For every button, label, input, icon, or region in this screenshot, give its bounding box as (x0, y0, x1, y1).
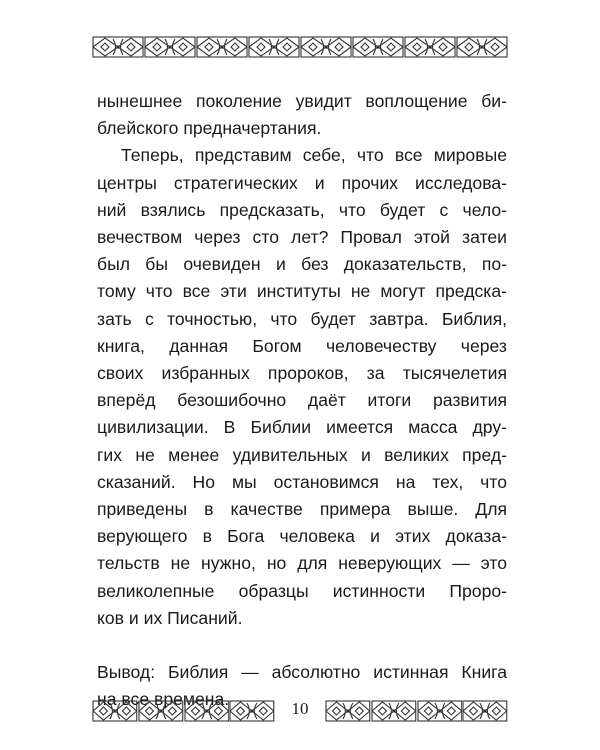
lattice-ornament-icon (184, 698, 230, 724)
lattice-ornament-icon (352, 34, 404, 60)
text-line: цивилизации. В Библии имеется масса дру- (97, 417, 507, 438)
text-line: книга, данная Богом человечеству через (97, 335, 507, 356)
lattice-ornament-icon (229, 698, 275, 724)
text-line: своих избранных пророков, за тысячелетия (97, 363, 507, 384)
text-line: гих не менее удивительных и великих пред- (97, 444, 507, 465)
text-line: тельств не нужно, но для неверующих — это (97, 553, 507, 574)
lattice-ornament-icon (92, 34, 144, 60)
text-line: был бы очевиден и без доказательств, по- (97, 254, 507, 275)
text-line: вперёд безошибочно даёт итоги развития (97, 390, 507, 411)
lattice-ornament-icon (248, 34, 300, 60)
page-number: 10 (291, 699, 309, 718)
text-line: вечеством через сто лет? Провал этой затеи (97, 227, 507, 248)
lattice-ornament-icon (300, 34, 352, 60)
paragraph-gap (97, 632, 507, 659)
lattice-ornament-icon (138, 698, 184, 724)
text-line: центры стратегических и прочих исследова- (97, 172, 507, 193)
text-line: тому что все эти институты не могут предска- (97, 281, 507, 302)
bottom-left-ornament-border (92, 698, 275, 724)
text-line: верующего в Бога человека и этих доказа- (97, 526, 507, 547)
text-line: ков и их Писаний. (97, 607, 243, 628)
lattice-ornament-icon (462, 698, 508, 724)
text-line: приведены в качестве примера выше. Для (97, 499, 507, 520)
lattice-ornament-icon (404, 34, 456, 60)
text-line: блейского предначертания. (97, 118, 322, 139)
lattice-ornament-icon (144, 34, 196, 60)
top-ornament-border (92, 34, 508, 60)
text-line: Вывод: Библия — абсолютно истинная Книга (97, 662, 507, 683)
lattice-ornament-icon (371, 698, 417, 724)
lattice-ornament-icon (456, 34, 508, 60)
lattice-ornament-icon (325, 698, 371, 724)
paragraph-continuation (97, 88, 507, 142)
text-line: на все времена. (97, 689, 230, 710)
bottom-right-ornament-border (325, 698, 508, 724)
lattice-ornament-icon (417, 698, 463, 724)
text-line: сказаний. Но мы остановимся на тех, что (97, 471, 507, 492)
paragraph-main (97, 142, 507, 632)
page-body-text (97, 88, 507, 713)
text-line: ний взялись предсказать, что будет с чело- (97, 199, 507, 220)
text-line: нынешнее поколение увидит воплощение би- (97, 91, 507, 111)
lattice-ornament-icon (196, 34, 248, 60)
text-line: великолепные образцы истинности Проро- (97, 580, 507, 601)
lattice-ornament-icon (92, 698, 138, 724)
text-line: Теперь, представим себе, что все мировые (121, 145, 507, 166)
text-line: зать с точностью, что будет завтра. Библия, (97, 308, 507, 329)
